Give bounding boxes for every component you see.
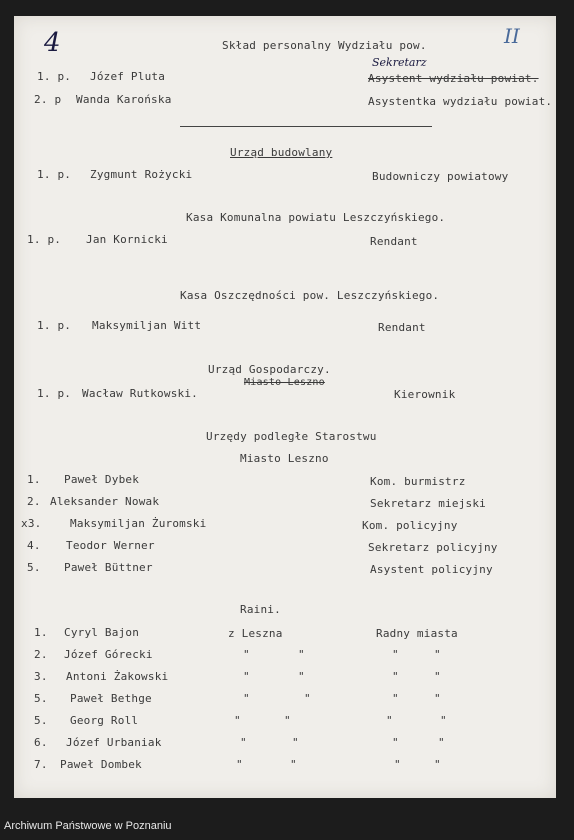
subordinate-1-name: Paweł Dybek [64,473,140,486]
ditto-mark: " [234,714,241,727]
staff-2-name: Wanda Karońska [76,93,172,106]
ditto-mark: " [394,758,401,771]
ditto-mark: " [386,714,393,727]
ditto-mark: " [236,758,243,771]
subordinate-subheading: Miasto Leszno [240,452,329,465]
ditto-mark: " [304,692,311,705]
section-4-heading: Urząd Gospodarczy. [208,363,331,376]
subordinate-3-name: Maksymiljan Żuromski [70,517,207,530]
handwritten-page-number: 4 [44,28,61,58]
subordinate-2-role: Sekretarz miejski [370,497,486,510]
ditto-mark: " [298,648,305,661]
section-4-role: Kierownik [394,388,456,401]
section-2-role: Rendant [370,235,418,248]
ditto-mark: " [240,736,247,749]
ditto-mark: " [284,714,291,727]
subordinate-1-role: Kom. burmistrz [370,475,466,488]
ditto-mark: " [392,670,399,683]
archive-name: Archiwum Państwowe w Poznaniu [4,820,172,832]
section-2-number: 1. p. [27,233,62,246]
ditto-mark: " [434,758,441,771]
section-1-name: Zygmunt Rożycki [90,168,193,181]
councillors-heading: Raini. [240,603,281,616]
ditto-mark: " [440,714,447,727]
staff-1-role: Asystent wydziału powiat. [368,72,539,85]
ditto-mark: " [392,692,399,705]
subordinate-3-number: x3. [21,517,42,530]
councillor-6-name: Józef Urbaniak [66,736,162,749]
councillor-3-name: Antoni Żakowski [66,670,169,683]
subordinate-heading: Urzędy podległe Starostwu [206,430,377,443]
subordinate-2-number: 2. [27,495,41,508]
section-1-role: Budowniczy powiatowy [372,170,509,183]
subordinate-4-name: Teodor Werner [66,539,155,552]
councillor-5-number: 5. [34,714,48,727]
ditto-mark: " [434,670,441,683]
subordinate-4-role: Sekretarz policyjny [368,541,498,554]
staff-1-name: Józef Pluta [90,70,166,83]
staff-1-number: 1. p. [37,70,72,83]
subordinate-1-number: 1. [27,473,41,486]
ditto-mark: " [392,648,399,661]
document-title: Skład personalny Wydziału pow. [222,39,427,52]
ditto-mark: " [434,648,441,661]
section-3-role: Rendant [378,321,426,334]
ditto-mark: " [392,736,399,749]
subordinate-2-name: Aleksander Nowak [50,495,160,508]
ditto-mark: " [243,648,250,661]
subordinate-5-number: 5. [27,561,41,574]
councillor-4-name: Paweł Bethge [70,692,152,705]
staff-2-number: 2. p [34,93,62,106]
subordinate-5-name: Paweł Büttner [64,561,153,574]
ditto-mark: " [290,758,297,771]
councillor-place: z Leszna [228,627,283,640]
councillor-5-name: Georg Roll [70,714,139,727]
councillor-3-number: 3. [34,670,48,683]
councillor-6-number: 6. [34,736,48,749]
section-4-heading-struck: Miasto Leszno [244,377,325,388]
roman-numeral-mark: II [504,24,520,48]
councillor-7-number: 7. [34,758,48,771]
section-1-number: 1. p. [37,168,72,181]
staff-1-correction: Sekretarz [372,56,427,69]
divider [180,126,432,127]
councillor-2-number: 2. [34,648,48,661]
councillor-role: Radny miasta [376,627,458,640]
subordinate-3-role: Kom. policyjny [362,519,458,532]
councillor-1-number: 1. [34,626,48,639]
ditto-mark: " [292,736,299,749]
councillor-2-name: Józef Górecki [64,648,153,661]
section-3-heading: Kasa Oszczędności pow. Leszczyńskiego. [180,289,440,302]
subordinate-5-role: Asystent policyjny [370,563,493,576]
councillor-4-number: 5. [34,692,48,705]
councillor-1-name: Cyryl Bajon [64,626,140,639]
section-3-name: Maksymiljan Witt [92,319,202,332]
ditto-mark: " [243,692,250,705]
section-2-heading: Kasa Komunalna powiatu Leszczyńskiego. [186,211,446,224]
staff-2-role: Asystentka wydziału powiat. [368,95,553,108]
section-4-name: Wacław Rutkowski. [82,387,198,400]
ditto-mark: " [438,736,445,749]
section-4-number: 1. p. [37,387,72,400]
subordinate-4-number: 4. [27,539,41,552]
section-1-heading: Urząd budowlany [230,146,333,159]
ditto-mark: " [434,692,441,705]
ditto-mark: " [243,670,250,683]
councillor-7-name: Paweł Dombek [60,758,142,771]
ditto-mark: " [298,670,305,683]
section-2-name: Jan Kornicki [86,233,168,246]
section-3-number: 1. p. [37,319,72,332]
